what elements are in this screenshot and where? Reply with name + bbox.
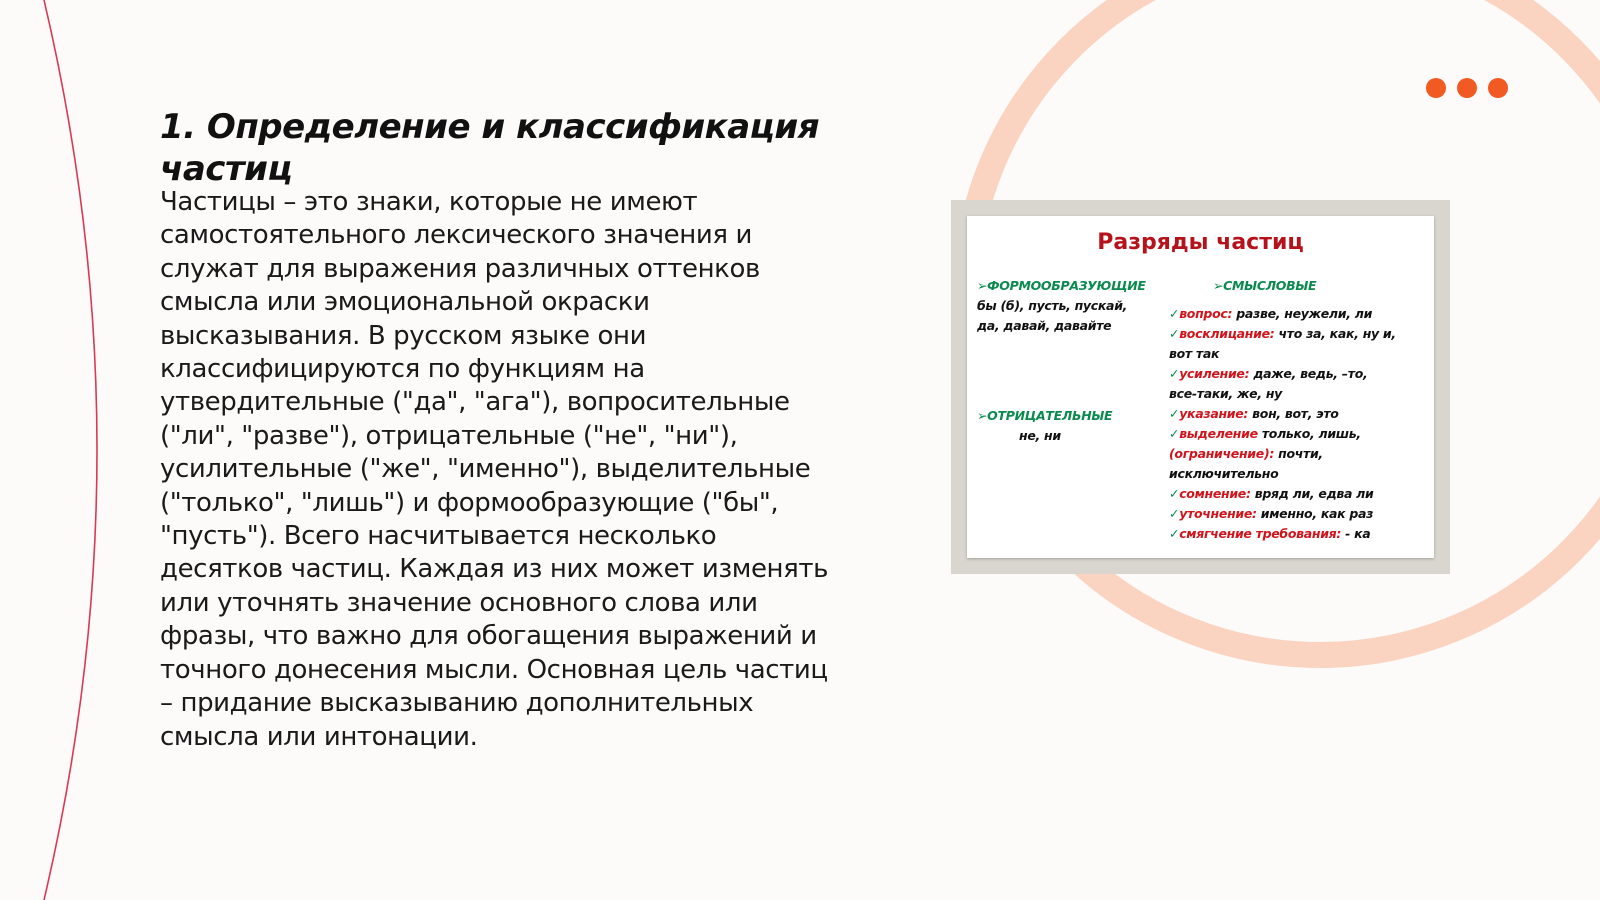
orange-dot bbox=[1426, 78, 1446, 98]
semantic-item: все-таки, же, ну bbox=[1169, 386, 1283, 401]
semantic-item: ✓смягчение требования: - ка bbox=[1169, 526, 1371, 541]
semantic-heading: ➢СМЫСЛОВЫЕ bbox=[1213, 278, 1317, 293]
slide-title: 1. Определение и классификация частиц bbox=[160, 107, 820, 189]
semantic-item: ✓сомнение: вряд ли, едва ли bbox=[1169, 486, 1374, 501]
particles-image bbox=[967, 216, 1434, 558]
orange-dot bbox=[1488, 78, 1508, 98]
semantic-item: ✓указание: вон, вот, это bbox=[1169, 406, 1339, 421]
semantic-item: ✓выделение только, лишь, bbox=[1169, 426, 1361, 441]
formative-line: да, давай, давайте bbox=[977, 318, 1112, 333]
semantic-item: (ограничение): почти, bbox=[1169, 446, 1323, 461]
semantic-item: ✓вопрос: разве, неужели, ли bbox=[1169, 306, 1373, 321]
negative-line: не, ни bbox=[1019, 428, 1061, 443]
dots-decoration bbox=[1426, 78, 1508, 98]
semantic-item: ✓восклицание: что за, как, ну и, bbox=[1169, 326, 1396, 341]
semantic-section bbox=[1169, 276, 1409, 544]
negative-section bbox=[977, 406, 1157, 446]
orange-dot bbox=[1457, 78, 1477, 98]
formative-section bbox=[977, 276, 1157, 336]
negative-heading: ➢ОТРИЦАТЕЛЬНЫЕ bbox=[977, 408, 1113, 423]
semantic-item: ✓усиление: даже, ведь, –то, bbox=[1169, 366, 1368, 381]
particles-image-frame bbox=[951, 200, 1450, 574]
semantic-item: вот так bbox=[1169, 346, 1220, 361]
semantic-item: ✓уточнение: именно, как раз bbox=[1169, 506, 1374, 521]
formative-line: бы (б), пусть, пускай, bbox=[977, 298, 1128, 313]
formative-heading: ➢ФОРМООБРАЗУЮЩИЕ bbox=[977, 278, 1146, 293]
slide-body-text: Частицы – это знаки, которые не имеют самостоятельного лексического значения и служат для выражения различных оттенков смысла или эмоциональной окраски высказывания. В русском языке они классифицируются по функциям на утвердительные ("да", "ага"), вопросительные ("ли", "разве"), отрицательные ("не", "ни"), усилительные ("же", "именно"), выделительные ("только", "лишь") и формообразующие ("бы", "пусть"). Всего насчитывается несколько десятков частиц. Каждая из них может изменять или уточнять значение основного слова или фразы, что важно для обогащения выражений и точного донесения мысли. Основная цель частиц – придание высказыванию дополнительных смысла или интонации. bbox=[160, 187, 829, 752]
left-curve-line bbox=[44, 0, 97, 900]
image-title: Разряды частиц bbox=[1097, 230, 1304, 255]
semantic-item: исключительно bbox=[1169, 466, 1279, 481]
